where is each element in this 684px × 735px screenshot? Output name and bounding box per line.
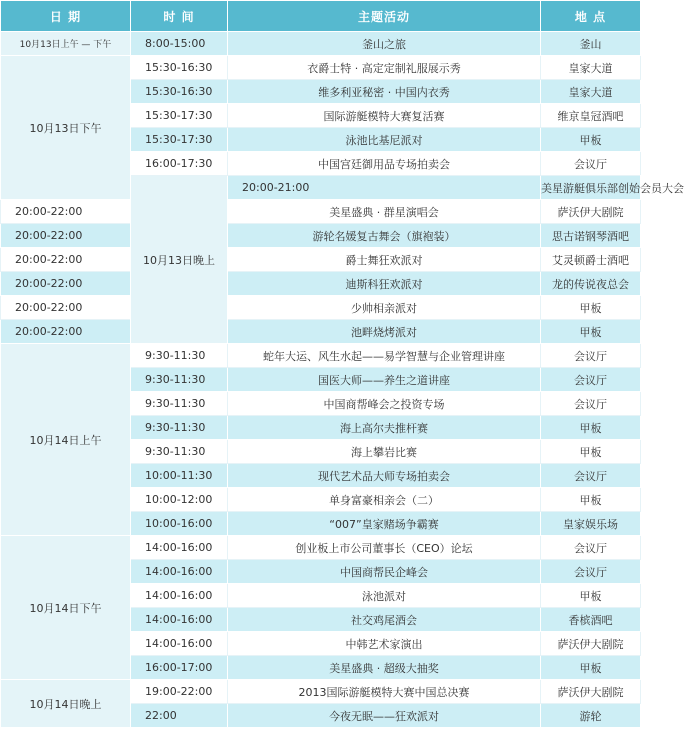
date-cell: 10月14日上午 xyxy=(1,344,131,536)
time-cell: 15:30-16:30 xyxy=(131,80,228,104)
activity-cell: 2013国际游艇模特大赛中国总决赛 xyxy=(228,680,541,704)
time-cell: 20:00-22:00 xyxy=(1,248,131,272)
table-row xyxy=(1,272,641,296)
time-cell: 16:00-17:00 xyxy=(131,656,228,680)
time-cell: 15:30-16:30 xyxy=(131,56,228,80)
activity-cell: 海上攀岩比赛 xyxy=(228,440,541,464)
location-cell: 甲板 xyxy=(541,488,641,512)
time-cell: 20:00-22:00 xyxy=(1,224,131,248)
table-row xyxy=(1,536,641,560)
table-row xyxy=(1,248,641,272)
time-cell: 9:30-11:30 xyxy=(131,392,228,416)
schedule-body xyxy=(1,32,684,728)
activity-cell: 美星盛典 · 群星演唱会 xyxy=(228,200,541,224)
location-cell: 会议厅 xyxy=(541,344,641,368)
table-row xyxy=(1,320,641,344)
time-cell: 19:00-22:00 xyxy=(131,680,228,704)
table-row xyxy=(1,344,641,368)
activity-cell: 游轮名媛复古舞会（旗袍装） xyxy=(228,224,541,248)
time-cell: 9:30-11:30 xyxy=(131,368,228,392)
time-cell: 14:00-16:00 xyxy=(131,584,228,608)
time-cell: 16:00-17:30 xyxy=(131,152,228,176)
location-cell: 会议厅 xyxy=(541,392,641,416)
location-cell: 香槟酒吧 xyxy=(541,608,641,632)
header-location: 地 点 xyxy=(541,1,641,32)
table-row xyxy=(1,296,641,320)
time-cell: 20:00-22:00 xyxy=(1,320,131,344)
activity-cell: 美星盛典 · 超级大抽奖 xyxy=(228,656,541,680)
time-cell: 14:00-16:00 xyxy=(131,560,228,584)
date-cell: 10月14日晚上 xyxy=(1,680,131,728)
activity-cell: 美星游艇俱乐部创始会员大会 xyxy=(541,176,641,200)
activity-cell: “007”皇家赌场争霸赛 xyxy=(228,512,541,536)
location-cell: 思古诺钢琴酒吧 xyxy=(541,224,641,248)
table-row xyxy=(1,200,641,224)
location-cell: 萨沃伊大剧院 xyxy=(541,200,641,224)
activity-cell: 池畔烧烤派对 xyxy=(228,320,541,344)
table-row xyxy=(1,56,641,80)
location-cell: 会议厅 xyxy=(541,560,641,584)
activity-cell: 今夜无眠——狂欢派对 xyxy=(228,704,541,728)
location-cell: 甲板 xyxy=(541,296,641,320)
time-cell: 20:00-21:00 xyxy=(228,176,541,200)
location-cell: 会议厅 xyxy=(541,536,641,560)
location-cell: 甲板 xyxy=(541,584,641,608)
table-row xyxy=(1,224,641,248)
activity-cell: 单身富豪相亲会（二） xyxy=(228,488,541,512)
time-cell: 20:00-22:00 xyxy=(1,272,131,296)
activity-cell: 社交鸡尾酒会 xyxy=(228,608,541,632)
activity-cell: 少帅相亲派对 xyxy=(228,296,541,320)
time-cell: 22:00 xyxy=(131,704,228,728)
location-cell: 龙的传说夜总会 xyxy=(541,272,641,296)
time-cell: 8:00-15:00 xyxy=(131,32,228,56)
table-row xyxy=(1,32,641,56)
time-cell: 9:30-11:30 xyxy=(131,440,228,464)
location-cell: 釜山 xyxy=(541,32,641,56)
location-cell: 游轮 xyxy=(541,704,641,728)
location-cell: 维京皇冠酒吧 xyxy=(541,104,641,128)
location-cell: 艾灵顿爵士酒吧 xyxy=(541,248,641,272)
date-cell: 10月13日晚上 xyxy=(131,176,228,344)
location-cell: 皇家大道 xyxy=(541,56,641,80)
location-cell: 萨沃伊大剧院 xyxy=(541,632,641,656)
date-cell: 10月13日上午 — 下午 xyxy=(1,32,131,56)
activity-cell: 爵士舞狂欢派对 xyxy=(228,248,541,272)
time-cell: 15:30-17:30 xyxy=(131,128,228,152)
location-cell: 会议厅 xyxy=(541,464,641,488)
header-activity: 主题活动 xyxy=(228,1,541,32)
time-cell: 20:00-22:00 xyxy=(1,200,131,224)
activity-cell: 海上高尔夫推杆赛 xyxy=(228,416,541,440)
activity-cell: 中国宫廷御用品专场拍卖会 xyxy=(228,152,541,176)
location-cell: 甲板 xyxy=(541,320,641,344)
location-cell: 会议厅 xyxy=(541,368,641,392)
activity-cell: 中国商帮峰会之投资专场 xyxy=(228,392,541,416)
time-cell: 10:00-11:30 xyxy=(131,464,228,488)
activity-cell: 中国商帮民企峰会 xyxy=(228,560,541,584)
header-row xyxy=(1,1,641,32)
time-cell: 10:00-12:00 xyxy=(131,488,228,512)
table-row xyxy=(1,680,641,704)
activity-cell: 泳池派对 xyxy=(228,584,541,608)
activity-cell: 维多利亚秘密 · 中国内衣秀 xyxy=(228,80,541,104)
activity-cell: 釜山之旅 xyxy=(228,32,541,56)
location-cell: 皇家大道 xyxy=(541,80,641,104)
location-cell: 甲板 xyxy=(541,440,641,464)
time-cell: 9:30-11:30 xyxy=(131,416,228,440)
location-cell: 甲板 xyxy=(541,656,641,680)
location-cell: 萨沃伊大剧院 xyxy=(541,680,641,704)
activity-cell: 泳池比基尼派对 xyxy=(228,128,541,152)
time-cell: 10:00-16:00 xyxy=(131,512,228,536)
time-cell: 14:00-16:00 xyxy=(131,608,228,632)
location-cell: 甲板 xyxy=(541,416,641,440)
activity-cell: 中韩艺术家演出 xyxy=(228,632,541,656)
time-cell: 15:30-17:30 xyxy=(131,104,228,128)
time-cell: 14:00-16:00 xyxy=(131,632,228,656)
activity-cell: 蛇年大运、风生水起——易学智慧与企业管理讲座 xyxy=(228,344,541,368)
header-date: 日 期 xyxy=(1,1,131,32)
activity-cell: 迪斯科狂欢派对 xyxy=(228,272,541,296)
activity-cell: 国际游艇模特大赛复活赛 xyxy=(228,104,541,128)
location-cell: 会议厅 xyxy=(541,152,641,176)
activity-cell: 创业板上市公司董事长（CEO）论坛 xyxy=(228,536,541,560)
time-cell: 9:30-11:30 xyxy=(131,344,228,368)
location-cell: 皇家娱乐场 xyxy=(541,512,641,536)
header-time: 时 间 xyxy=(131,1,228,32)
activity-cell: 衣爵士特 · 高定定制礼服展示秀 xyxy=(228,56,541,80)
time-cell: 20:00-22:00 xyxy=(1,296,131,320)
location-cell: 甲板 xyxy=(541,128,641,152)
activity-cell: 现代艺术品大师专场拍卖会 xyxy=(228,464,541,488)
activity-cell: 国医大师——养生之道讲座 xyxy=(228,368,541,392)
time-cell: 14:00-16:00 xyxy=(131,536,228,560)
date-cell: 10月14日下午 xyxy=(1,536,131,680)
date-cell: 10月13日下午 xyxy=(1,56,131,200)
